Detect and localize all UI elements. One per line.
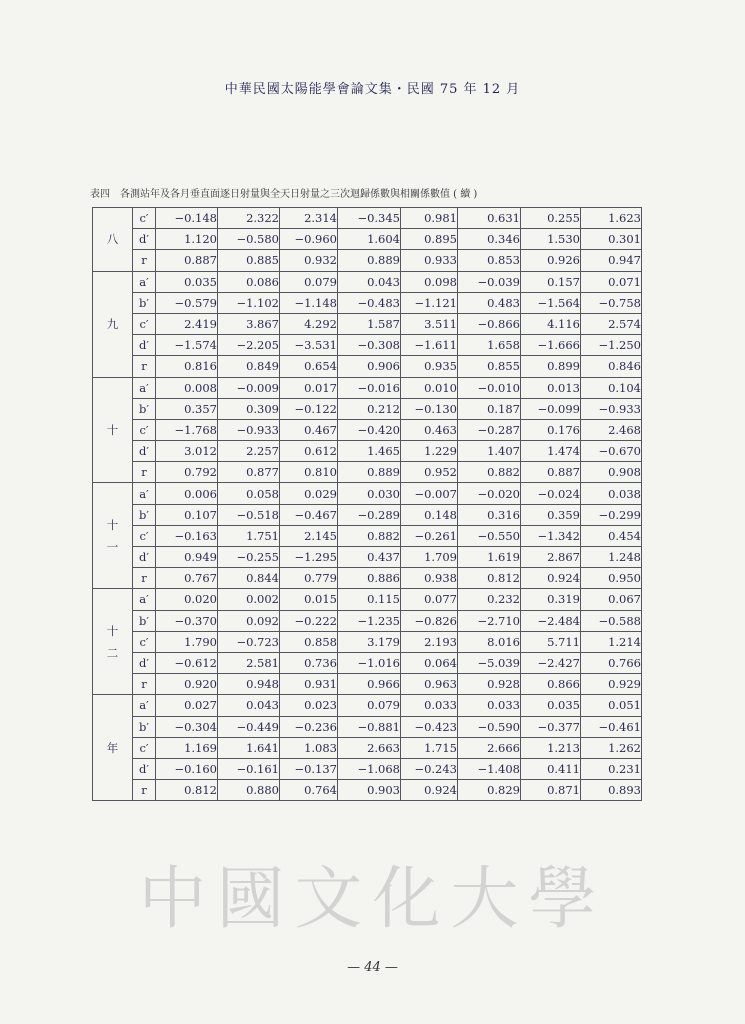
table-row	[93, 208, 642, 229]
table-cell: −0.161	[218, 758, 280, 779]
table-row	[93, 568, 642, 589]
table-row	[93, 377, 642, 398]
table-cell: 0.779	[280, 568, 338, 589]
table-cell: −0.467	[280, 504, 338, 525]
table-cell: −0.039	[458, 271, 521, 292]
table-cell: −0.287	[458, 419, 521, 440]
coefficient-label: b′	[133, 504, 156, 525]
table-cell: 0.467	[280, 419, 338, 440]
table-cell: 0.309	[218, 398, 280, 419]
table-cell: −0.377	[521, 716, 581, 737]
table-cell: 1.709	[401, 547, 458, 568]
table-cell: 1.120	[156, 229, 218, 250]
table-cell: −1.611	[401, 335, 458, 356]
table-row	[93, 695, 642, 716]
table-cell: 0.866	[521, 674, 581, 695]
month-label: 十一	[93, 483, 133, 589]
table-row	[93, 292, 642, 313]
table-cell: −0.020	[458, 483, 521, 504]
table-cell: −0.007	[401, 483, 458, 504]
table-row	[93, 250, 642, 271]
table-cell: 0.038	[581, 483, 642, 504]
table-cell: 0.928	[458, 674, 521, 695]
table-cell: 0.963	[401, 674, 458, 695]
table-cell: 4.116	[521, 313, 581, 334]
table-cell: 0.319	[521, 589, 581, 610]
table-row	[93, 313, 642, 334]
table-cell: 0.107	[156, 504, 218, 525]
table-cell: 1.790	[156, 631, 218, 652]
coefficient-label: c′	[133, 525, 156, 546]
table-cell: 0.810	[280, 462, 338, 483]
table-cell: 0.920	[156, 674, 218, 695]
table-row	[93, 547, 642, 568]
table-cell: 1.465	[338, 441, 401, 462]
table-cell: 0.924	[521, 568, 581, 589]
table-cell: 0.981	[401, 208, 458, 229]
table-cell: 0.187	[458, 398, 521, 419]
coefficient-label: r	[133, 568, 156, 589]
table-cell: 0.411	[521, 758, 581, 779]
table-cell: 0.887	[521, 462, 581, 483]
table-cell: −1.768	[156, 419, 218, 440]
table-cell: 0.931	[280, 674, 338, 695]
table-cell: 0.027	[156, 695, 218, 716]
table-cell: 0.301	[581, 229, 642, 250]
table-number: 表四	[90, 189, 110, 200]
table-cell: 0.949	[156, 547, 218, 568]
table-cell: −1.666	[521, 335, 581, 356]
table-cell: 0.104	[581, 377, 642, 398]
coefficient-label: c′	[133, 631, 156, 652]
table-cell: 0.948	[218, 674, 280, 695]
table-cell: −0.148	[156, 208, 218, 229]
table-cell: −0.580	[218, 229, 280, 250]
table-cell: 0.092	[218, 610, 280, 631]
table-cell: 0.882	[458, 462, 521, 483]
table-cell: 0.858	[280, 631, 338, 652]
table-row	[93, 271, 642, 292]
table-cell: 0.889	[338, 462, 401, 483]
watermark: 中國文化大學	[138, 860, 607, 939]
table-cell: −0.370	[156, 610, 218, 631]
table-cell: 0.654	[280, 356, 338, 377]
table-cell: 2.145	[280, 525, 338, 546]
table-row	[93, 419, 642, 440]
table-cell: 5.711	[521, 631, 581, 652]
table-cell: 2.666	[458, 737, 521, 758]
table-cell: 0.877	[218, 462, 280, 483]
table-row	[93, 441, 642, 462]
table-cell: 1.214	[581, 631, 642, 652]
coefficient-label: r	[133, 462, 156, 483]
table-cell: −2.710	[458, 610, 521, 631]
table-cell: 0.051	[581, 695, 642, 716]
table-cell: −0.461	[581, 716, 642, 737]
table-cell: −2.484	[521, 610, 581, 631]
table-cell: 0.483	[458, 292, 521, 313]
coefficient-label: b′	[133, 292, 156, 313]
coefficient-label: r	[133, 674, 156, 695]
regression-table	[92, 207, 642, 801]
table-row	[93, 525, 642, 546]
table-cell: 0.906	[338, 356, 401, 377]
table-cell: 0.010	[401, 377, 458, 398]
coefficient-label: d′	[133, 758, 156, 779]
table-cell: 1.587	[338, 313, 401, 334]
table-cell: 0.903	[338, 780, 401, 801]
table-cell: 0.880	[218, 780, 280, 801]
coefficient-label: d′	[133, 229, 156, 250]
table-cell: 0.316	[458, 504, 521, 525]
table-cell: 0.079	[338, 695, 401, 716]
table-cell: 0.232	[458, 589, 521, 610]
table-cell: 0.212	[338, 398, 401, 419]
table-cell: 2.468	[581, 419, 642, 440]
table-cell: 2.322	[218, 208, 280, 229]
table-cell: −0.236	[280, 716, 338, 737]
table-cell: −0.933	[218, 419, 280, 440]
table-cell: 0.889	[338, 250, 401, 271]
table-row	[93, 716, 642, 737]
table-cell: 0.157	[521, 271, 581, 292]
table-cell: 4.292	[280, 313, 338, 334]
table-cell: −5.039	[458, 652, 521, 673]
table-cell: 0.764	[280, 780, 338, 801]
table-cell: 0.844	[218, 568, 280, 589]
table-cell: −1.574	[156, 335, 218, 356]
coefficient-label: a′	[133, 483, 156, 504]
table-cell: −0.024	[521, 483, 581, 504]
coefficient-label: r	[133, 250, 156, 271]
table-cell: 0.935	[401, 356, 458, 377]
coefficient-label: a′	[133, 377, 156, 398]
table-cell: −1.564	[521, 292, 581, 313]
table-cell: 0.792	[156, 462, 218, 483]
table-cell: 2.574	[581, 313, 642, 334]
table-cell: 1.213	[521, 737, 581, 758]
table-cell: 3.867	[218, 313, 280, 334]
table-cell: −1.068	[338, 758, 401, 779]
table-cell: −0.449	[218, 716, 280, 737]
table-row	[93, 483, 642, 504]
table-cell: 3.012	[156, 441, 218, 462]
coefficient-label: a′	[133, 695, 156, 716]
table-cell: 0.033	[458, 695, 521, 716]
table-cell: −1.295	[280, 547, 338, 568]
coefficient-label: b′	[133, 610, 156, 631]
table-cell: −1.148	[280, 292, 338, 313]
table-cell: 0.043	[218, 695, 280, 716]
table-cell: −2.427	[521, 652, 581, 673]
coefficient-label: d′	[133, 441, 156, 462]
table-cell: 2.867	[521, 547, 581, 568]
table-cell: −0.222	[280, 610, 338, 631]
table-cell: 1.658	[458, 335, 521, 356]
table-cell: 1.474	[521, 441, 581, 462]
table-cell: 0.023	[280, 695, 338, 716]
table-cell: 0.612	[280, 441, 338, 462]
table-cell: 0.812	[156, 780, 218, 801]
table-cell: 0.952	[401, 462, 458, 483]
table-cell: 1.407	[458, 441, 521, 462]
table-cell: 2.257	[218, 441, 280, 462]
table-cell: 0.255	[521, 208, 581, 229]
table-cell: 1.083	[280, 737, 338, 758]
table-cell: 0.035	[521, 695, 581, 716]
table-cell: −0.933	[581, 398, 642, 419]
table-cell: 2.419	[156, 313, 218, 334]
table-cell: −1.342	[521, 525, 581, 546]
table-cell: 0.346	[458, 229, 521, 250]
table-cell: −0.423	[401, 716, 458, 737]
table-cell: 0.008	[156, 377, 218, 398]
table-cell: 0.849	[218, 356, 280, 377]
table-title: 各測站年及各月垂直面逐日射量與全天日射量之三次迴歸係數與相關係數值 ( 續 )	[120, 189, 478, 200]
table-row	[93, 589, 642, 610]
month-label: 年	[93, 695, 133, 801]
table-cell: 0.736	[280, 652, 338, 673]
table-cell: 1.751	[218, 525, 280, 546]
table-cell: 0.938	[401, 568, 458, 589]
table-cell: 0.871	[521, 780, 581, 801]
month-label: 八	[93, 208, 133, 272]
coefficient-label: r	[133, 356, 156, 377]
table-row	[93, 631, 642, 652]
table-cell: 0.015	[280, 589, 338, 610]
table-cell: 2.193	[401, 631, 458, 652]
table-cell: −3.531	[280, 335, 338, 356]
table-cell: −0.261	[401, 525, 458, 546]
table-cell: −0.308	[338, 335, 401, 356]
table-cell: 1.623	[581, 208, 642, 229]
table-cell: −2.205	[218, 335, 280, 356]
table-cell: 0.231	[581, 758, 642, 779]
table-cell: 0.929	[581, 674, 642, 695]
table-row	[93, 758, 642, 779]
table-cell: 1.262	[581, 737, 642, 758]
table-cell: 1.715	[401, 737, 458, 758]
table-cell: −0.670	[581, 441, 642, 462]
table-cell: 1.229	[401, 441, 458, 462]
table-cell: −0.588	[581, 610, 642, 631]
table-cell: 0.816	[156, 356, 218, 377]
table-cell: 1.619	[458, 547, 521, 568]
month-label: 十	[93, 377, 133, 483]
coefficient-label: c′	[133, 208, 156, 229]
table-cell: −0.243	[401, 758, 458, 779]
table-cell: 8.016	[458, 631, 521, 652]
table-cell: 0.886	[338, 568, 401, 589]
table-cell: 0.033	[401, 695, 458, 716]
table-cell: 0.437	[338, 547, 401, 568]
table-cell: −0.420	[338, 419, 401, 440]
coefficient-label: c′	[133, 419, 156, 440]
table-cell: 0.463	[401, 419, 458, 440]
coefficient-label: a′	[133, 589, 156, 610]
table-cell: 0.767	[156, 568, 218, 589]
table-cell: 0.079	[280, 271, 338, 292]
table-cell: −0.299	[581, 504, 642, 525]
table-cell: −1.016	[338, 652, 401, 673]
table-cell: −0.099	[521, 398, 581, 419]
coefficient-label: c′	[133, 737, 156, 758]
page-number: — 44 —	[347, 960, 398, 975]
table-cell: 0.115	[338, 589, 401, 610]
table-cell: 0.006	[156, 483, 218, 504]
table-cell: 0.043	[338, 271, 401, 292]
table-cell: 0.885	[218, 250, 280, 271]
table-cell: 0.966	[338, 674, 401, 695]
table-cell: 0.086	[218, 271, 280, 292]
table-cell: −0.826	[401, 610, 458, 631]
table-cell: −0.758	[581, 292, 642, 313]
table-cell: 0.855	[458, 356, 521, 377]
table-cell: 0.950	[581, 568, 642, 589]
month-label: 九	[93, 271, 133, 377]
table-cell: −0.345	[338, 208, 401, 229]
coefficient-label: r	[133, 780, 156, 801]
table-cell: −0.550	[458, 525, 521, 546]
table-cell: −0.009	[218, 377, 280, 398]
table-cell: −0.122	[280, 398, 338, 419]
coefficient-label: b′	[133, 716, 156, 737]
table-row	[93, 610, 642, 631]
table-cell: 0.853	[458, 250, 521, 271]
table-cell: 0.020	[156, 589, 218, 610]
table-cell: 2.581	[218, 652, 280, 673]
table-cell: 0.829	[458, 780, 521, 801]
table-row	[93, 504, 642, 525]
table-cell: −0.612	[156, 652, 218, 673]
table-caption	[90, 185, 650, 200]
table-cell: −1.408	[458, 758, 521, 779]
table-cell: −0.163	[156, 525, 218, 546]
table-cell: 1.248	[581, 547, 642, 568]
table-cell: 0.077	[401, 589, 458, 610]
table-cell: 0.067	[581, 589, 642, 610]
table-cell: 0.148	[401, 504, 458, 525]
table-cell: −0.016	[338, 377, 401, 398]
table-cell: 0.359	[521, 504, 581, 525]
table-cell: −0.518	[218, 504, 280, 525]
table-cell: −0.881	[338, 716, 401, 737]
table-cell: −1.102	[218, 292, 280, 313]
table-cell: 0.947	[581, 250, 642, 271]
table-cell: 0.357	[156, 398, 218, 419]
table-cell: 0.176	[521, 419, 581, 440]
coefficient-label: b′	[133, 398, 156, 419]
table-cell: 0.058	[218, 483, 280, 504]
table-cell: 0.932	[280, 250, 338, 271]
table-cell: 0.030	[338, 483, 401, 504]
table-cell: 0.882	[338, 525, 401, 546]
table-cell: 0.631	[458, 208, 521, 229]
coefficient-label: d′	[133, 652, 156, 673]
table-row	[93, 737, 642, 758]
table-cell: 2.314	[280, 208, 338, 229]
table-row	[93, 398, 642, 419]
table-cell: 0.887	[156, 250, 218, 271]
table-cell: 0.893	[581, 780, 642, 801]
table-row	[93, 674, 642, 695]
table-cell: −1.121	[401, 292, 458, 313]
table-cell: 0.846	[581, 356, 642, 377]
table-cell: −0.866	[458, 313, 521, 334]
coefficient-label: d′	[133, 335, 156, 356]
table-cell: −0.483	[338, 292, 401, 313]
table-cell: −0.590	[458, 716, 521, 737]
table-cell: 2.663	[338, 737, 401, 758]
table-cell: 0.908	[581, 462, 642, 483]
table-cell: −0.137	[280, 758, 338, 779]
table-cell: −1.235	[338, 610, 401, 631]
table-cell: 1.530	[521, 229, 581, 250]
table-cell: 0.029	[280, 483, 338, 504]
table-cell: −0.579	[156, 292, 218, 313]
table-cell: 0.071	[581, 271, 642, 292]
table-cell: 0.454	[581, 525, 642, 546]
table-cell: −0.255	[218, 547, 280, 568]
table-cell: −0.304	[156, 716, 218, 737]
table-cell: 0.017	[280, 377, 338, 398]
month-label: 十二	[93, 589, 133, 695]
table-cell: −0.160	[156, 758, 218, 779]
table-cell: −0.010	[458, 377, 521, 398]
table-cell: 0.035	[156, 271, 218, 292]
table-cell: −0.289	[338, 504, 401, 525]
table-cell: 0.926	[521, 250, 581, 271]
table-cell: 0.812	[458, 568, 521, 589]
table-cell: 3.511	[401, 313, 458, 334]
table-cell: 1.169	[156, 737, 218, 758]
table-cell: 0.098	[401, 271, 458, 292]
table-cell: −0.723	[218, 631, 280, 652]
table-row	[93, 229, 642, 250]
table-cell: −0.960	[280, 229, 338, 250]
table-cell: 0.013	[521, 377, 581, 398]
table-cell: 1.604	[338, 229, 401, 250]
table-cell: 0.766	[581, 652, 642, 673]
table-cell: 0.924	[401, 780, 458, 801]
table-cell: 0.002	[218, 589, 280, 610]
table-row	[93, 780, 642, 801]
table-cell: −1.250	[581, 335, 642, 356]
table-row	[93, 462, 642, 483]
table-cell: −0.130	[401, 398, 458, 419]
table-cell: 0.895	[401, 229, 458, 250]
table-cell: 1.641	[218, 737, 280, 758]
table-cell: 0.064	[401, 652, 458, 673]
page-header: 中華民國太陽能學會論文集・民國 75 年 12 月	[224, 82, 521, 97]
coefficient-label: d′	[133, 547, 156, 568]
table-cell: 3.179	[338, 631, 401, 652]
table-row	[93, 335, 642, 356]
table-cell: 0.899	[521, 356, 581, 377]
coefficient-label: c′	[133, 313, 156, 334]
table-row	[93, 356, 642, 377]
table-row	[93, 652, 642, 673]
coefficient-label: a′	[133, 271, 156, 292]
table-cell: 0.933	[401, 250, 458, 271]
